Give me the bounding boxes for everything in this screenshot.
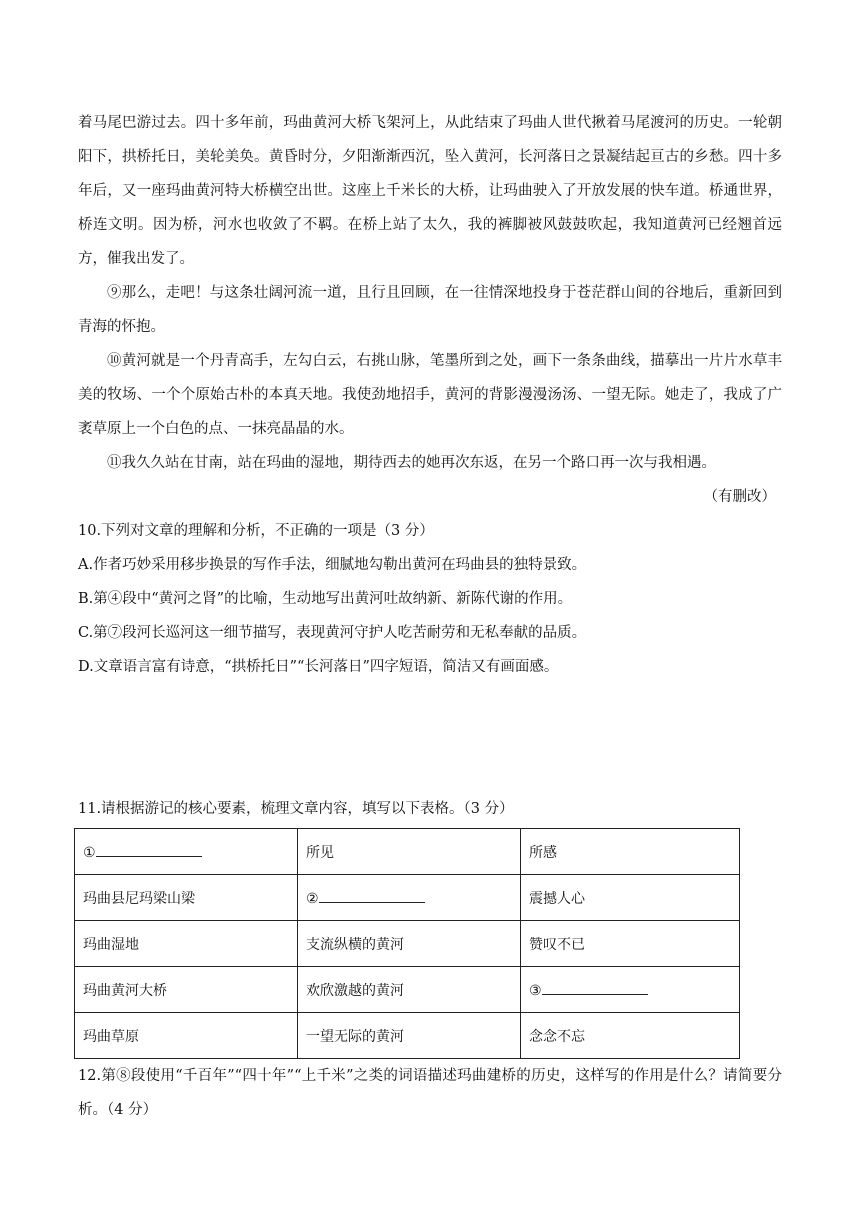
- table-row: [75, 875, 740, 921]
- answer-space: [78, 684, 782, 792]
- question-10-stem: 10.下列对文章的理解和分析，不正确的一项是（3 分）: [78, 523, 434, 539]
- table-cell: 一望无际的黄河: [298, 1013, 521, 1059]
- question-10: [78, 514, 782, 684]
- table-cell: 玛曲湿地: [75, 921, 298, 967]
- table-row: [75, 921, 740, 967]
- question-10-option-d: D.文章语言富有诗意，“拱桥托日”“长河落日”四字短语，简洁又有画面感。: [78, 659, 559, 675]
- table-cell: 所见: [298, 829, 521, 875]
- table-cell: 玛曲黄河大桥: [75, 967, 298, 1013]
- fill-blank-3[interactable]: [542, 980, 648, 995]
- table-cell: 念念不忘: [521, 1013, 740, 1059]
- table-cell[interactable]: [521, 967, 740, 1013]
- table-cell: 玛曲草原: [75, 1013, 298, 1059]
- passage-paragraph-10: ⑩黄河就是一个丹青高手，左勾白云，右挑山脉，笔墨所到之处，画下一条条曲线，描摹出一片片水草丰美的牧场、一个个原始古朴的本真天地。我使劲地招手，黄河的背影漫漫汤汤、一望无际。她走了，我成了广袤草原上一个白色的点、一抹亮晶晶的水。: [78, 353, 782, 437]
- blank-label: ①: [83, 845, 96, 861]
- table-cell: 震撼人心: [521, 875, 740, 921]
- document-page: [78, 106, 782, 1127]
- table-cell: 赞叹不已: [521, 921, 740, 967]
- table-cell[interactable]: [75, 829, 298, 875]
- table-row: [75, 1013, 740, 1059]
- fill-blank-2[interactable]: [319, 888, 425, 903]
- question-12-stem: 12.第⑧段使用“千百年”“四十年”“上千米”之类的词语描述玛曲建桥的历史，这样写的作用是什么？请简要分析。（4 分）: [78, 1068, 782, 1118]
- question-10-option-b: B.第④段中“黄河之肾”的比喻，生动地写出黄河吐故纳新、新陈代谢的作用。: [78, 591, 573, 607]
- table-cell: 所感: [521, 829, 740, 875]
- blank-label: ②: [306, 891, 319, 907]
- fill-blank-1[interactable]: [96, 842, 202, 857]
- table-cell: 玛曲县尼玛梁山梁: [75, 875, 298, 921]
- question-11-table: [74, 828, 740, 1059]
- table-cell: 欢欣激越的黄河: [298, 967, 521, 1013]
- table-cell[interactable]: [298, 875, 521, 921]
- question-12: [78, 1059, 782, 1127]
- question-10-option-a: A.作者巧妙采用移步换景的写作手法，细腻地勾勒出黄河在玛曲县的独特景致。: [78, 557, 587, 573]
- passage-paragraph-11: ⑪我久久站在甘南，站在玛曲的湿地，期待西去的她再次东返，在另一个路口再一次与我相遇。: [107, 455, 716, 471]
- table-row: [75, 967, 740, 1013]
- table-header-row: [75, 829, 740, 875]
- question-11: [78, 792, 782, 1059]
- table-cell: 支流纵横的黄河: [298, 921, 521, 967]
- passage-paragraph-9: ⑨那么，走吧！与这条壮阔河流一道，且行且回顾，在一往情深地投身于苍茫群山间的谷地后，重新回到青海的怀抱。: [78, 285, 782, 335]
- passage-paragraph-8-continued: 着马尾巴游过去。四十多年前，玛曲黄河大桥飞架河上，从此结束了玛曲人世代揪着马尾渡河的历史。一轮朝阳下，拱桥托日，美轮美奂。黄昏时分，夕阳渐渐西沉，坠入黄河，长河落日之景凝结起亘古的乡愁。四十多年后，又一座玛曲黄河特大桥横空出世。这座上千米长的大桥，让玛曲驶入了开放发展的快车道。桥通世界，桥连文明。因为桥，河水也收敛了不羁。在桥上站了太久，我的裤脚被风鼓鼓吹起，我知道黄河已经翘首远方，催我出发了。: [78, 115, 782, 267]
- blank-label: ③: [529, 983, 542, 999]
- question-10-option-c: C.第⑦段河长巡河这一细节描写，表现黄河守护人吃苦耐劳和无私奉献的品质。: [78, 625, 587, 641]
- question-11-stem: 11.请根据游记的核心要素，梳理文章内容，填写以下表格。（3 分）: [78, 801, 514, 817]
- source-note: （有删改）: [703, 489, 776, 505]
